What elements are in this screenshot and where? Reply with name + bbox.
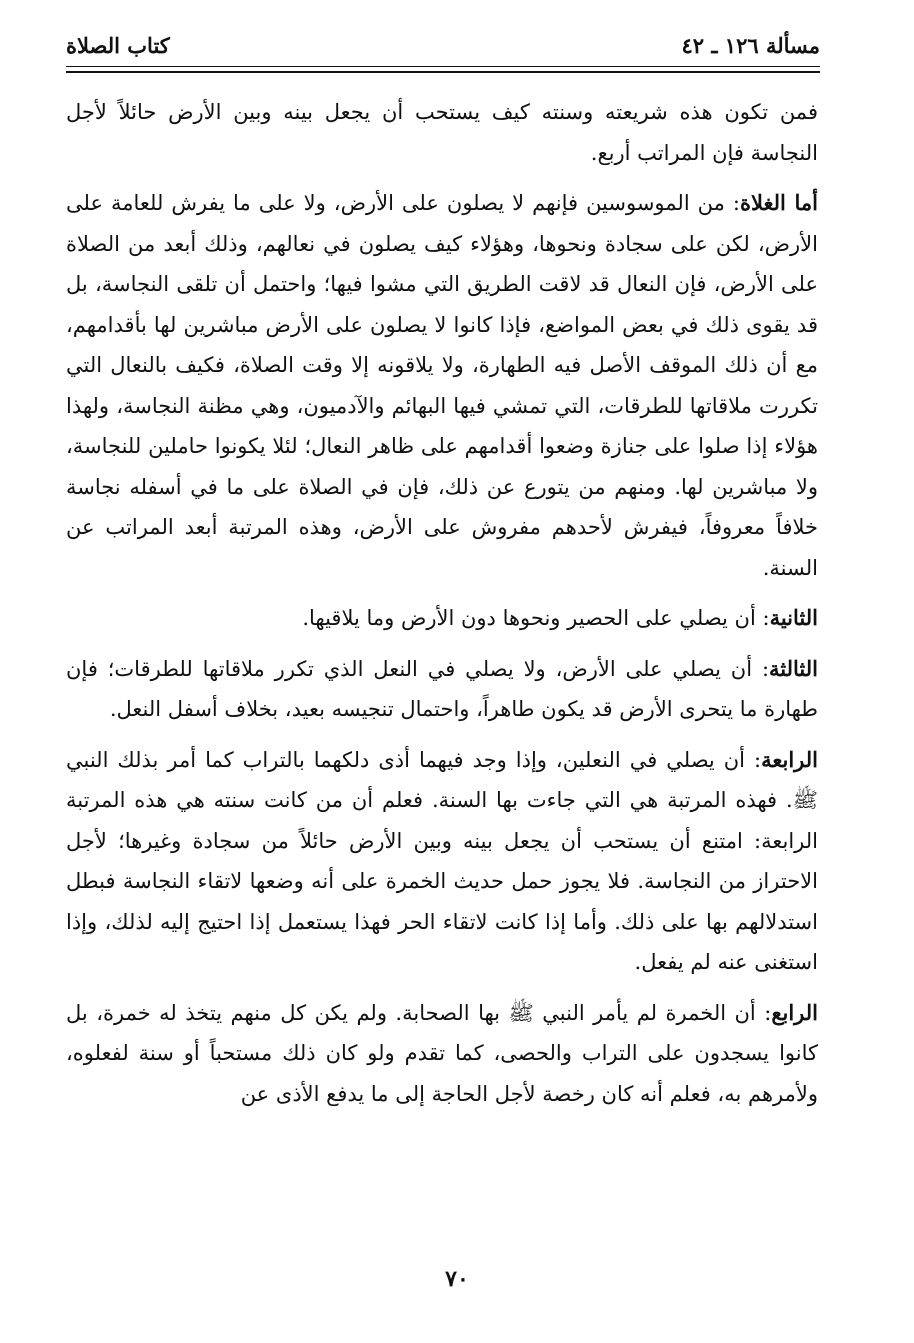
paragraph-lead: الثانية: [769, 605, 818, 630]
paragraph-text: : أن يصلي على الأرض، ولا يصلي في النعل الذي تكرر ملاقاتها للطرقات؛ فإن طهارة ما يتحرى الأرض قد يكون طاهراً، واحتمال تنجيسه بعيد، بخلاف أسفل النعل.: [66, 656, 818, 721]
paragraph-second: [66, 598, 818, 639]
paragraph-third: [66, 649, 818, 730]
paragraph-fourth-reason: [66, 993, 818, 1115]
paragraph-intro: [66, 92, 818, 173]
paragraph-lead: الثالثة: [769, 655, 818, 681]
paragraph-text: : أن يصلي في النعلين، وإذا وجد فيهما أذى دلكهما بالتراب كما أمر بذلك النبي ﷺ. فهذه المرتبة هي التي جاءت بها السنة. فعلم أن من كانت سنته هي هذه المرتبة الرابعة: امتنع أن يستحب أن يجعل بينه وبين الأرض حائلاً من سجادة وغيرها؛ لأجل الاحتراز من النجاسة. فلا يجوز حمل حديث الخمرة على أنه وضعها لاتقاء النجاسة فبطل استدلالهم بها على ذلك. وأما إذا كانت لاتقاء الحر فهذا يستعمل إذا احتيج إليه لذلك، وإذا استغنى عنه لم يفعل.: [66, 747, 818, 974]
paragraph-text: : أن الخمرة لم يأمر النبي ﷺ بها الصحابة. ولم يكن كل منهم يتخذ له خمرة، بل كانوا يسجدون على التراب والحصى، كما تقدم ولو كان ذلك مستحباً أو سنة لفعلوه، ولأمرهم به، فعلم أنه كان رخصة لأجل الحاجة إلى ما يدفع الأذى عن: [66, 1000, 818, 1106]
header-book-title: كتاب الصلاة: [66, 32, 170, 58]
header-issue-number: مسألة ١٢٦ ـ ٤٢: [681, 32, 820, 58]
header-rule-thin: [66, 66, 820, 67]
paragraph-text: فمن تكون هذه شريعته وسنته كيف يستحب أن يجعل بينه وبين الأرض حائلاً لأجل النجاسة فإن المراتب أربع.: [66, 100, 818, 165]
paragraph-lead: الرابعة: [761, 746, 818, 772]
paragraph-text: : من الموسوسين فإنهم لا يصلون على الأرض، ولا على ما يفرش للعامة على الأرض، لكن على سجادة ونحوها، وهؤلاء كيف يصلون في نعالهم، وذلك أبعد من الصلاة على الأرض، فإن النعال قد لاقت الطريق التي مشوا فيها؛ واحتمل أن تلقى النجاسة، بل قد يقوى ذلك في بعض المواضع، فإذا كانوا لا يصلون على الأرض مباشرين لها بأقدامهم، مع أن ذلك الموقف الأصل فيه الطهارة، ولا يلاقونه إلا وقت الصلاة، فكيف بالنعال التي تكررت ملاقاتها للطرقات، التي تمشي فيها البهائم والآدميون، وهي مظنة النجاسة، ولهذا هؤلاء إذا صلوا على جنازة وضعوا أقدامهم على ظاهر النعال؛ لئلا يكونوا حاملين للنجاسة، ولا مباشرين لها. ومنهم من يتورع عن ذلك، فإن في الصلاة على ما في أسفله نجاسة خلافاً معروفاً، فيفرش لأحدهم مفروش على الأرض، وهذه المرتبة أبعد المراتب عن السنة.: [66, 191, 818, 580]
paragraph-fourth: [66, 740, 818, 983]
paragraph-lead: الرابع: [771, 999, 818, 1025]
header-rule-thick: [66, 71, 820, 73]
page-number: ٧٠: [445, 1266, 469, 1292]
paragraph-lead: أما الغلاة: [739, 190, 818, 215]
running-header: [66, 28, 820, 62]
body-text: [66, 92, 818, 1124]
paragraph-ghulat: [66, 183, 818, 588]
paragraph-text: : أن يصلي على الحصير ونحوها دون الأرض وما يلاقيها.: [302, 606, 770, 630]
